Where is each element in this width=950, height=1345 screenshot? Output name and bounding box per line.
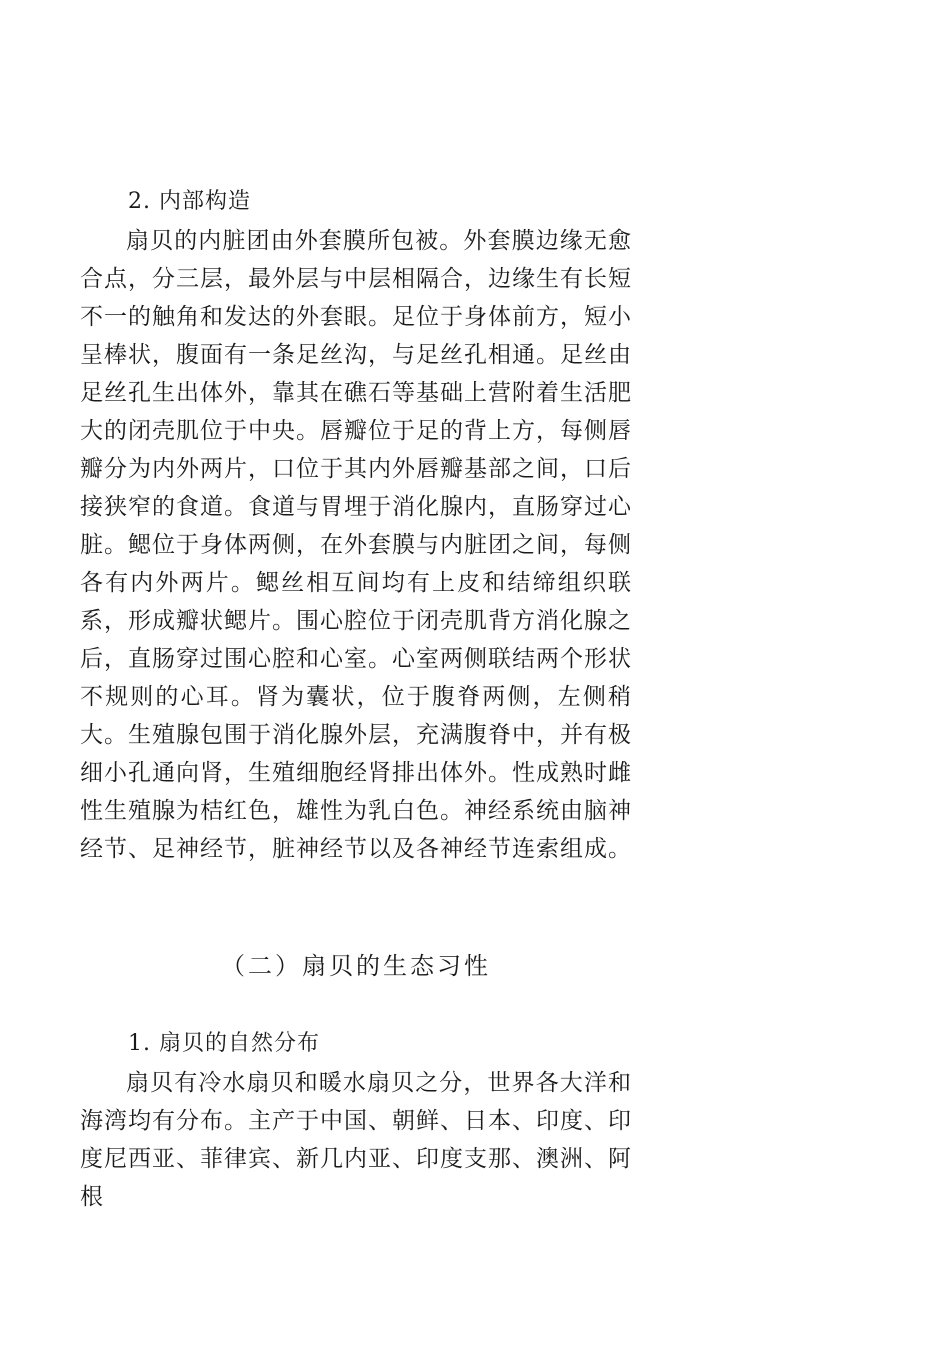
internal-structure-paragraph: 扇贝的内脏团由外套膜所包被。外套膜边缘无愈合点，分三层，最外层与中层相隔合，边缘生有长短不一的触角和发达的外套眼。足位于身体前方，短小呈棒状，腹面有一条足丝沟，与足丝孔相通。足丝由足丝孔生出体外，靠其在礁石等基础上营附着生活肥大的闭壳肌位于中央。唇瓣位于足的背上方，每侧唇瓣分为内外两片，口位于其内外唇瓣基部之间，口后接狭窄的食道。食道与胃埋于消化腺内，直肠穿过心脏。鳃位于身体两侧，在外套膜与内脏团之间，每侧各有内外两片。鳃丝相互间均有上皮和结缔组织联系，形成瓣状鳃片。围心腔位于闭壳肌背方消化腺之后，直肠穿过围心腔和心室。心室两侧联结两个形状不规则的心耳。肾为囊状，位于腹脊两侧，左侧稍大。生殖腺包围于消化腺外层，充满腹脊中，并有极细小孔通向肾，生殖细胞经肾排出体外。性成熟时雌性生殖腺为桔红色，雄性为乳白色。神经系统由脑神经节、足神经节，脏神经节以及各神经节连索组成。 [80, 228, 632, 862]
internal-structure-body [80, 222, 632, 868]
section-title-ecology: （二）扇贝的生态习性 [221, 952, 491, 980]
natural-distribution-paragraph: 扇贝有冷水扇贝和暖水扇贝之分，世界各大洋和海湾均有分布。主产于中国、朝鲜、日本、印度、印度尼西亚、菲律宾、新几内亚、印度支那、澳洲、阿根 [80, 1070, 632, 1210]
natural-distribution-body [80, 1064, 632, 1216]
subsection-heading-natural-distribution: 1. 扇贝的自然分布 [128, 1031, 320, 1056]
subsection-heading-internal-structure: 2. 内部构造 [128, 189, 251, 214]
